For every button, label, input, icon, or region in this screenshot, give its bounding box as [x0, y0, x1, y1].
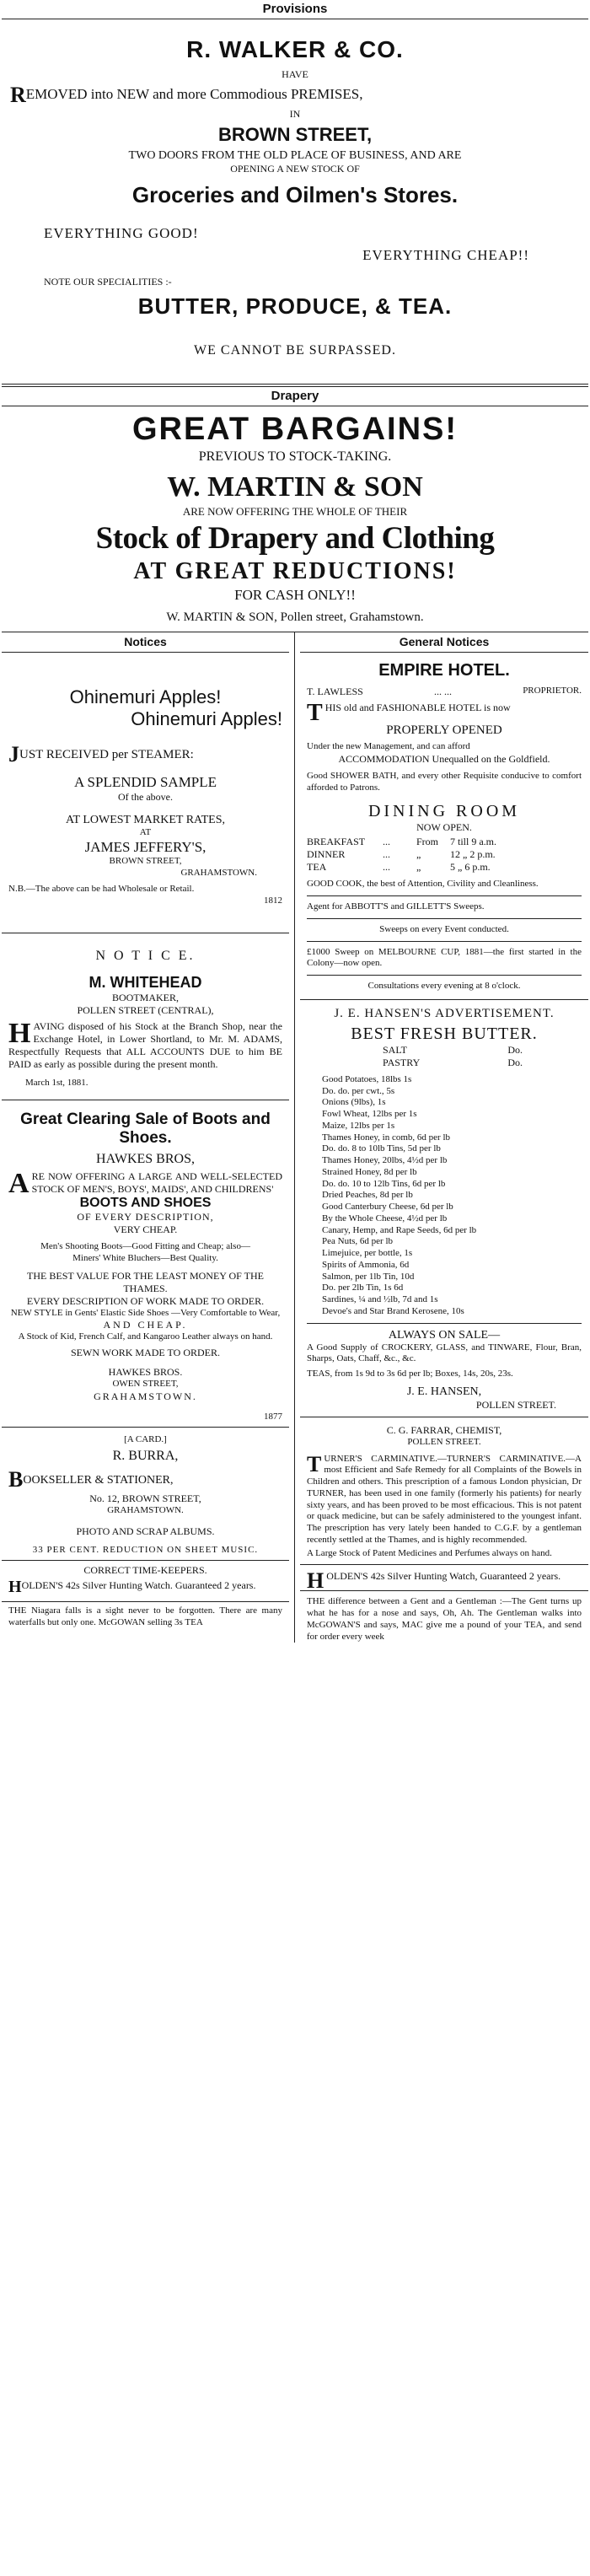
jeffery-of-above: Of the above.: [118, 791, 173, 803]
burra-card: [A CARD.]: [124, 1433, 167, 1444]
price-list-item: Canary, Hemp, and Rape Seeds, 6d per lb: [322, 1224, 477, 1235]
price-list-item: Thames Honey, in comb, 6d per lb: [322, 1132, 451, 1143]
holden-cap: H: [307, 1568, 324, 1594]
hawkes-cap: A: [8, 1168, 30, 1200]
jeffery-town: GRAHAMSTOWN.: [180, 867, 257, 878]
jeffery-name: JAMES JEFFERY'S,: [84, 838, 206, 855]
timekeepers-body: [8, 1577, 282, 1598]
walker-groceries: Groceries and Oilmen's Stores.: [131, 182, 459, 207]
provisions-section: [2, 0, 588, 384]
divider: [307, 1323, 582, 1324]
niagara-ad: THE Niagara falls is a sight never to be forgotten. There are many waterfalls but only one. McGOWAN selling 3s TEA: [8, 1605, 282, 1627]
hawkes-cheap: VERY CHEAP.: [113, 1223, 178, 1236]
price-list-item: Onions (9lbs), 1s: [322, 1097, 386, 1108]
general-notices-header: General Notices: [300, 632, 588, 653]
walker-cannot: WE CANNOT BE SURPASSED.: [194, 343, 396, 358]
price-list-item: Do. do. 10 to 12lb Tins, 6d per lb: [322, 1178, 446, 1189]
meal-hours: 5 „ 6 p.m.: [450, 861, 491, 874]
empire-ad: [300, 653, 588, 992]
hawkes-title: Great Clearing Sale of Boots and Shoes.: [20, 1110, 271, 1148]
price-list-item: By the Whole Cheese, 4½d per lb: [322, 1213, 448, 1223]
meal-row: [307, 861, 582, 874]
farrar-name: C. G. FARRAR, CHEMIST,: [386, 1423, 502, 1436]
divider: [307, 975, 582, 976]
walker-street: BROWN STREET,: [217, 124, 373, 145]
jeffery-nb: N.B.—The above can be had Wholesale or Retail.: [8, 884, 195, 895]
divider: [300, 999, 588, 1000]
walker-ad: [2, 19, 588, 384]
jeffery-sample: A SPLENDID SAMPLE: [73, 774, 217, 790]
empire-meals: [307, 836, 582, 874]
farrar-street: POLLEN STREET.: [407, 1436, 481, 1447]
walker-everything-cheap: EVERYTHING CHEAP!!: [362, 247, 529, 263]
burra-cap: B: [8, 1467, 24, 1492]
hansen-sig-name: J. E. HANSEN,: [406, 1385, 482, 1398]
empire-mgmt: Under the new Management, and can afford: [307, 741, 470, 751]
meal-row: [307, 848, 582, 861]
timekeepers-title: CORRECT TIME-KEEPERS.: [83, 1563, 207, 1576]
walker-two-doors: TWO DOORS FROM THE OLD PLACE OF BUSINESS, AND ARE: [128, 149, 462, 162]
empire-dining: DINING ROOM: [367, 802, 521, 821]
walker-everything-good: EVERYTHING GOOD!: [44, 225, 199, 241]
price-list-item: Salmon, per 1lb Tin, 10d: [322, 1271, 415, 1282]
martin-stock: Stock of Drapery and Clothing: [95, 521, 495, 556]
farrar-stock: A Large Stock of Patent Medicines and Perfumes always on hand.: [307, 1547, 552, 1558]
price-list-item: Devoe's and Star Brand Kerosene, 10s: [322, 1305, 464, 1316]
walker-removed-text: EMOVED into NEW and more Commodious PREMISES,: [25, 86, 363, 102]
price-list-item: Dried Peaches, 8d per lb: [322, 1190, 413, 1201]
timekeepers-ad: [2, 1564, 289, 1598]
meal-sep: ...: [383, 861, 390, 874]
divider: [307, 895, 582, 896]
burra-line1: [8, 1467, 282, 1492]
empire-proprietor-name: T. LAWLESS: [307, 686, 363, 697]
whitehead-ad: [2, 940, 289, 1089]
martin-reductions: AT GREAT REDUCTIONS!: [133, 558, 457, 584]
whitehead-street: POLLEN STREET (CENTRAL),: [77, 1003, 214, 1016]
drapery-section: [2, 387, 588, 632]
hawkes-value: THE BEST VALUE FOR THE LEAST MONEY OF THE THAMES.: [27, 1269, 264, 1294]
divider: [2, 1601, 289, 1602]
price-list-item: Good Canterbury Cheese, 6d per lb: [322, 1202, 453, 1212]
empire-opened: PROPERLY OPENED: [386, 723, 502, 737]
meal-name: BREAKFAST: [307, 836, 366, 848]
meal-from: From: [416, 836, 439, 848]
empire-dots: ... ...: [434, 686, 452, 697]
hawkes-body: [8, 1168, 282, 1200]
hawkes-made: EVERY DESCRIPTION OF WORK MADE TO ORDER.: [26, 1294, 265, 1307]
empire-consult: Consultations every evening at 8 o'clock.: [367, 981, 521, 991]
farrar-ad: [300, 1424, 588, 1560]
walker-removed-cap: R: [10, 83, 26, 107]
price-list-item: Thames Honey, 20lbs, 4½d per lb: [322, 1155, 448, 1165]
empire-sweeps: Sweeps on every Event conducted.: [379, 923, 509, 934]
hawkes-every: OF EVERY DESCRIPTION,: [77, 1211, 214, 1223]
meal-row: [307, 836, 582, 848]
price-list-item: Pea Nuts, 6d per lb: [322, 1236, 394, 1247]
holden-ad: [300, 1568, 588, 1594]
price-list-item: Limejuice, per bottle, 1s: [322, 1248, 413, 1258]
divider: [300, 1590, 588, 1591]
hansen-supply: A Good Supply of CROCKERY, GLASS, and TINWARE, Flour, Bran, Sharps, Oats, Chaff, &c., &c.: [307, 1342, 582, 1364]
divider: [307, 918, 582, 919]
jeffery-at: AT: [139, 827, 152, 837]
price-list-item: Sardines, ¼ and ½lb, 7d and 1s: [322, 1294, 438, 1304]
empire-line1: [307, 700, 582, 726]
farrar-cap: T: [307, 1451, 322, 1476]
empire-proprietor-row: [307, 686, 582, 698]
hansen-salt-row: [307, 1044, 582, 1057]
burra-street: No. 12, BROWN STREET,: [89, 1492, 201, 1505]
two-column-area: [2, 632, 588, 1643]
martin-firm: W. MARTIN & SON: [167, 471, 423, 503]
empire-agent: Agent for ABBOTT'S and GILLETT'S Sweeps.: [307, 901, 485, 912]
meal-sep: ...: [383, 836, 390, 848]
hansen-pastry-row: [307, 1057, 582, 1069]
walker-note: NOTE OUR SPECIALITIES :-: [44, 276, 172, 288]
jeffery-just: [8, 742, 282, 767]
holden-body: OLDEN'S 42s Silver Hunting Watch, Guaranteed 2 years.: [326, 1570, 561, 1583]
hansen-always: ALWAYS ON SALE—: [388, 1328, 501, 1342]
hawkes-boots: BOOTS AND SHOES: [79, 1196, 212, 1211]
whitehead-notice: N O T I C E.: [95, 948, 196, 963]
divider: [2, 1560, 289, 1561]
empire-title: EMPIRE HOTEL.: [378, 661, 510, 680]
farrar-body: [307, 1451, 582, 1546]
hawkes-sig-town: GRAHAMSTOWN.: [94, 1390, 197, 1402]
hawkes-style: NEW STYLE in Gents' Elastic Side Shoes —Very Comfortable to Wear,: [10, 1307, 281, 1318]
hansen-pastry-do: Do.: [507, 1056, 523, 1068]
whitehead-cap: H: [8, 1017, 31, 1049]
provisions-header: Provisions: [2, 0, 588, 19]
martin-bargains: GREAT BARGAINS!: [131, 411, 459, 447]
whitehead-name: M. WHITEHEAD: [88, 973, 202, 991]
jeffery-just-cap: J: [8, 742, 19, 766]
empire-cap: T: [307, 700, 323, 726]
timekeepers-cap: H: [8, 1577, 22, 1596]
meal-from: „: [416, 861, 421, 874]
empire-line1-text: HIS old and FASHIONABLE HOTEL is now: [324, 702, 511, 713]
walker-specialities: BUTTER, PRODUCE, & TEA.: [137, 293, 453, 319]
burra-ad: [2, 1434, 289, 1557]
price-list-item: Do. do. per cwt., 5s: [322, 1085, 395, 1096]
price-list-item: Strained Honey, 8d per lb: [322, 1166, 417, 1177]
empire-proprietor: PROPRIETOR.: [523, 686, 582, 696]
price-list-item: Fowl Wheat, 12lbs per 1s: [322, 1109, 417, 1119]
whitehead-body: [8, 1017, 282, 1071]
whitehead-body-text: AVING disposed of his Stock at the Branch Shop, near the Exchange Hotel, in Lower Shortland, to Mr. M. ADAMS, Respectfully Requests that ALL ACCOUNTS DUE to him BE PAID as early as possible during the present month.: [8, 1019, 282, 1070]
hawkes-body-text: RE NOW OFFERING A LARGE AND WELL-SELECTED STOCK OF MEN'S, BOYS', MAIDS', AND CHILDRENS': [31, 1170, 282, 1196]
burra-reduction: 33 PER CENT. REDUCTION ON SHEET MUSIC.: [32, 1545, 259, 1556]
walker-in: IN: [289, 108, 301, 120]
jeffery-rates: AT LOWEST MARKET RATES,: [65, 814, 225, 826]
divider: [2, 1427, 289, 1428]
hawkes-code: 1877: [264, 1411, 282, 1422]
hansen-salt: SALT: [383, 1043, 407, 1056]
walker-firm: R. WALKER & CO.: [186, 36, 404, 62]
hawkes-kid: A Stock of Kid, French Calf, and Kangaroo Leather always on hand.: [18, 1331, 273, 1342]
hawkes-firm: HAWKES BROS,: [96, 1152, 195, 1167]
hansen-best: BEST FRESH BUTTER.: [351, 1024, 538, 1043]
price-list-item: Do. per 2lb Tin, 1s 6d: [322, 1283, 404, 1293]
hawkes-miners: Miners' White Bluchers—Best Quality.: [72, 1252, 218, 1263]
price-list-item: Good Potatoes, 18lbs 1s: [322, 1073, 412, 1084]
price-list-item: Maize, 12lbs per 1s: [322, 1120, 395, 1131]
martin-previous: PREVIOUS TO STOCK-TAKING.: [198, 449, 392, 464]
jeffery-apples-2: Ohinemuri Apples!: [131, 708, 282, 729]
hansen-ad: [300, 1007, 588, 1412]
empire-accom: ACCOMMODATION Unequalled on the Goldfield.: [338, 752, 550, 765]
jeffery-code: 1812: [264, 895, 282, 906]
divider: [307, 941, 582, 942]
burra-name: R. BURRA,: [112, 1449, 179, 1464]
jeffery-just-text: UST RECEIVED per STEAMER:: [19, 748, 194, 761]
hawkes-mens: Men's Shooting Boots—Good Fitting and Cheap; also—: [40, 1241, 250, 1252]
timekeepers-body-text: OLDEN'S 42s Silver Hunting Watch. Guaranteed 2 years.: [21, 1578, 256, 1591]
burra-photo: PHOTO AND SCRAP ALBUMS.: [76, 1525, 215, 1538]
whitehead-date: March 1st, 1881.: [25, 1077, 88, 1088]
martin-address: W. MARTIN & SON, Pollen street, Grahamstown.: [166, 610, 424, 624]
meal-name: DINNER: [307, 848, 346, 861]
burra-town: GRAHAMSTOWN.: [107, 1505, 184, 1516]
empire-cook: GOOD COOK, the best of Attention, Civility and Cleanliness.: [307, 879, 539, 890]
hansen-salt-do: Do.: [507, 1043, 523, 1056]
meal-hours: 12 „ 2 p.m.: [450, 848, 496, 861]
hansen-price-list: [307, 1074, 582, 1318]
hawkes-ad: [2, 1107, 289, 1423]
meal-from: „: [416, 848, 421, 861]
empire-now-open: NOW OPEN.: [416, 821, 472, 834]
jeffery-street: BROWN STREET,: [109, 855, 182, 866]
martin-offering: ARE NOW OFFERING THE WHOLE OF THEIR: [182, 505, 408, 518]
meal-sep: ...: [383, 848, 390, 861]
price-list-item: Spirits of Ammonia, 6d: [322, 1259, 410, 1270]
hansen-sig-street: POLLEN STREET.: [475, 1398, 556, 1411]
hansen-teas: TEAS, from 1s 9d to 3s 6d per lb; Boxes, 14s, 20s, 23s.: [307, 1369, 513, 1379]
empire-shower: Good SHOWER BATH, and every other Requisite conducive to comfort afforded to Patrons.: [307, 770, 582, 793]
notices-column: [2, 632, 295, 1643]
empire-cup: £1000 Sweep on MELBOURNE CUP, 1881—the first started in the Colony—now open.: [307, 946, 582, 969]
walker-removed: [10, 83, 580, 108]
divider: [300, 1564, 588, 1565]
hawkes-sewn: SEWN WORK MADE TO ORDER.: [70, 1347, 220, 1359]
hansen-pastry: PASTRY: [383, 1056, 421, 1068]
notices-header: Notices: [2, 632, 289, 653]
jeffery-apples-1: Ohinemuri Apples!: [69, 686, 222, 707]
hawkes-sig-street: OWEN STREET,: [112, 1379, 179, 1390]
jeffery-ad: [2, 653, 289, 907]
walker-have: HAVE: [282, 68, 308, 80]
hawkes-sig-firm: HAWKES BROS.: [108, 1366, 183, 1379]
hawkes-and-cheap: AND CHEAP.: [103, 1319, 188, 1331]
martin-ad: [2, 406, 588, 632]
hansen-title: J. E. HANSEN'S ADVERTISEMENT.: [334, 1006, 555, 1020]
whitehead-trade: BOOTMAKER,: [111, 991, 179, 1003]
martin-cash: FOR CASH ONLY!!: [234, 587, 356, 603]
gentleman-ad: THE difference between a Gent and a Gentleman :—The Gent turns up what he has for a nose and says, Oh, Ah. The Gentleman walks into McGOWAN'S and says, MAC give me a pound of your TEA, and send for order every week: [307, 1596, 582, 1642]
burra-line1-text: OOKSELLER & STATIONER,: [23, 1474, 174, 1487]
walker-opening: OPENING A NEW STOCK OF: [230, 163, 360, 175]
meal-name: TEA: [307, 861, 327, 874]
meal-hours: 7 till 9 a.m.: [450, 836, 496, 848]
price-list-item: Do. do. 8 to 10lb Tins, 5d per lb: [322, 1143, 441, 1154]
farrar-body-text: URNER'S CARMINATIVE.—TURNER'S CARMINATIVE.—A most Efficient and Safe Remedy for all Complaints of the Bowels in Children and others. This prescription of a famous London physician, Dr TURNER, has been used in one family (formerly his patients) for nearly sixty years, and has been proved to be most efficacious. This is not patent or quack medicine, but can be safely administered to the youngest infant. The prescription has very lately been handed to C.G.F. by a gentleman recently settled at the Thames, and is highly recommended.: [307, 1453, 582, 1545]
drapery-header: Drapery: [2, 387, 588, 406]
general-notices-column: [295, 632, 588, 1643]
